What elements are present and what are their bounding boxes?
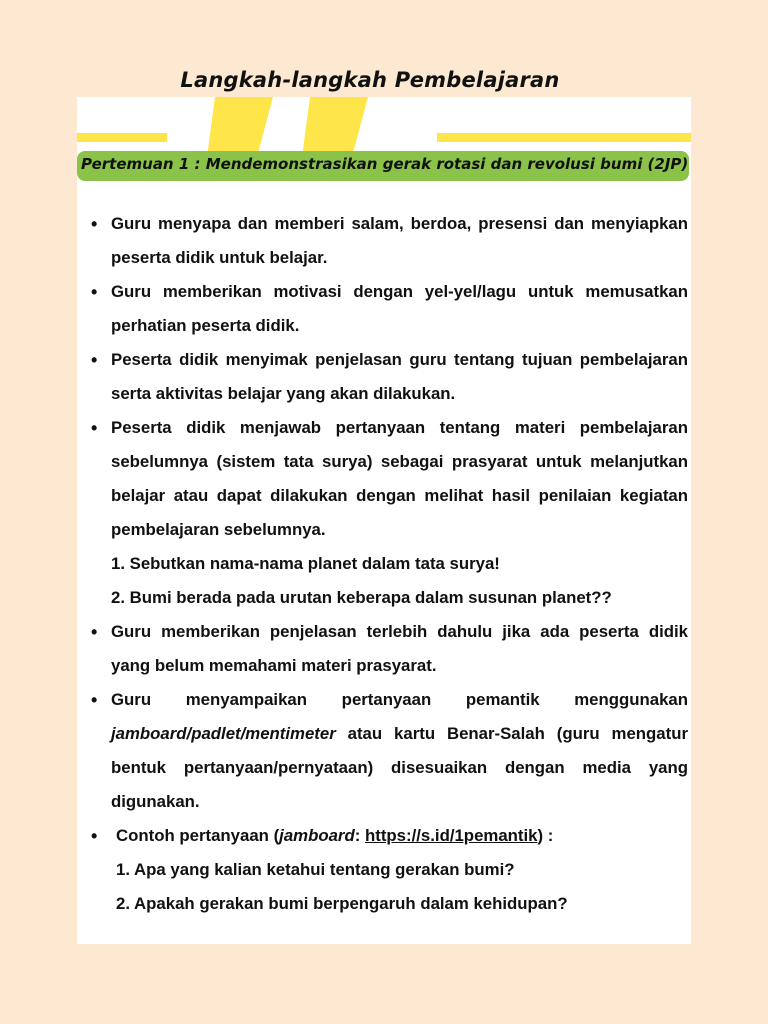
step-item bbox=[89, 275, 688, 343]
prerequisite-question: 2. Bumi berada pada urutan keberapa dalam susunan planet?? bbox=[111, 588, 612, 607]
pemantik-link[interactable]: https://s.id/1pemantik bbox=[364, 826, 538, 845]
step-text: Guru memberikan motivasi dengan yel-yel/lagu untuk memusatkan perhatian peserta didik. bbox=[111, 282, 688, 335]
trigger-question: 2. Apakah gerakan bumi berpengaruh dalam kehidupan? bbox=[116, 894, 568, 913]
step-text: Peserta didik menyimak penjelasan guru tentang tujuan pembelajaran serta aktivitas belajar yang akan dilakukan. bbox=[111, 350, 688, 403]
step-text: Guru memberikan penjelasan terlebih dahulu jika ada peserta didik yang belum memahami materi prasyarat. bbox=[111, 622, 688, 675]
page-title: Langkah-langkah Pembelajaran bbox=[180, 68, 560, 92]
trigger-question: 1. Apa yang kalian ketahui tentang gerakan bumi? bbox=[116, 860, 515, 879]
step-text-end: atau kartu Benar-Salah (guru mengatur bentuk pertanyaan/pernyataan) disesuaikan dengan media yang digunakan. bbox=[111, 724, 688, 811]
step-text: Peserta didik menjawab pertanyaan tentang materi pembelajaran sebelumnya (sistem tata surya) sebagai prasyarat untuk melanjutkan belajar atau dapat dilakukan dengan melihat hasil penilaian kegiatan pembelajaran sebelumnya. bbox=[111, 418, 688, 539]
decorative-bar-left bbox=[77, 133, 167, 142]
meeting-heading: Pertemuan 1 : Mendemonstrasikan gerak rotasi dan revolusi bumi (2JP) bbox=[81, 155, 689, 173]
step-item bbox=[89, 683, 688, 819]
step-text: Guru menyapa dan memberi salam, berdoa, presensi dan menyiapkan peserta didik untuk belajar. bbox=[111, 214, 688, 267]
example-separator: : bbox=[354, 826, 365, 845]
example-item bbox=[89, 819, 688, 853]
example-prefix: Contoh pertanyaan ( bbox=[116, 826, 280, 845]
quote-marks-icon bbox=[205, 97, 425, 157]
decorative-bar-right bbox=[437, 133, 691, 142]
step-item bbox=[89, 411, 688, 547]
prerequisite-question: 1. Sebutkan nama-nama planet dalam tata surya! bbox=[111, 554, 500, 573]
steps-list-continued bbox=[89, 615, 688, 853]
step-item bbox=[89, 615, 688, 683]
learning-steps bbox=[89, 207, 688, 921]
example-label bbox=[111, 826, 553, 845]
example-tool: jamboard bbox=[279, 826, 355, 845]
step-item bbox=[89, 343, 688, 411]
step-text-start: Guru menyampaikan pertanyaan pemantik menggunakan bbox=[111, 690, 688, 709]
media-tools: jamboard/padlet/mentimeter bbox=[111, 724, 336, 743]
example-suffix: ) : bbox=[537, 826, 554, 845]
step-item bbox=[89, 207, 688, 275]
steps-list bbox=[89, 207, 688, 547]
